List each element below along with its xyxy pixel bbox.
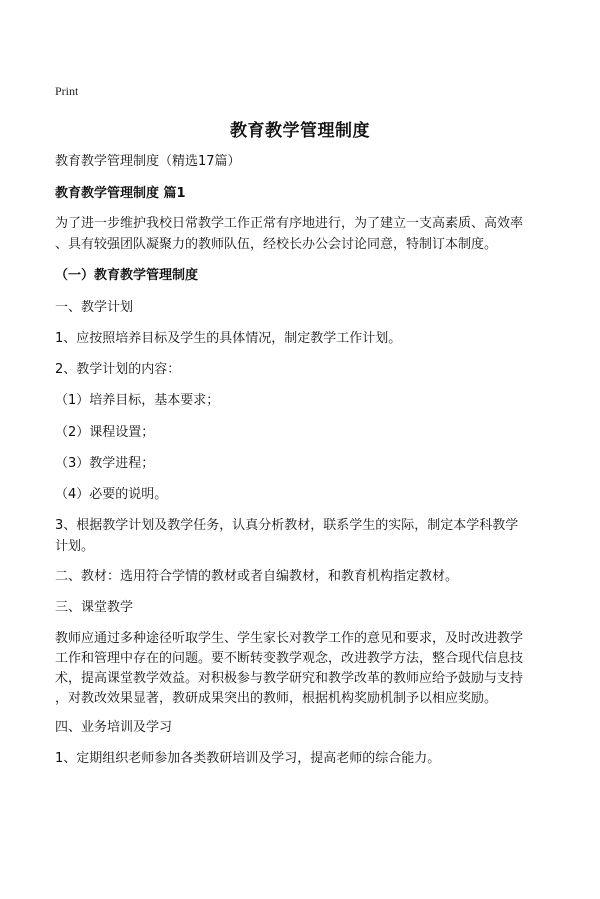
s4-heading: 四、业务培训及学习 — [55, 720, 173, 735]
s1-item-2: 2、教学计划的内容： — [55, 362, 181, 377]
s1-item-3-line-1: 3、根据教学计划及教学任务，认真分析教材，联系学生的实际，制定本学科教学 — [55, 518, 519, 533]
s3-para-line-4: ，对教改效果显著，教研成果突出的教师，根据机构奖励机制予以相应奖励。 — [55, 691, 498, 706]
s1-sub-3: （3）教学进程； — [55, 456, 155, 471]
s3-para-line-3: 术，提高课堂教学效益。对积极参与教学研究和教学改革的教师应给予鼓励与支持 — [55, 671, 524, 686]
s3-para-line-2: 工作和管理中存在的问题。要不断转变教学观念，改进教学方法，整合现代信息技 — [55, 651, 524, 666]
document-subtitle: 教育教学管理制度（精选17篇） — [55, 154, 241, 169]
part1-heading: （一）教育教学管理制度 — [55, 268, 199, 283]
section-heading: 教育教学管理制度 篇1 — [55, 186, 186, 201]
s1-sub-1: （1）培养目标，基本要求； — [55, 393, 220, 408]
s1-item-1: 1、应按照培养目标及学生的具体情况，制定教学工作计划。 — [55, 331, 402, 346]
intro-line-2: 、具有较强团队凝聚力的教师队伍，经校长办公会讨论同意，特制订本制度。 — [55, 237, 498, 252]
s3-para-line-1: 教师应通过多种途径听取学生、学生家长对教学工作的意见和要求，及时改进教学 — [55, 631, 524, 646]
print-label[interactable]: Print — [55, 84, 79, 98]
s1-sub-2: （2）课程设置； — [55, 425, 155, 440]
s1-item-3-line-2: 计划。 — [55, 539, 95, 554]
intro-line-1: 为了进一步维护我校日常教学工作正常有序地进行，为了建立一支高素质、高效率 — [55, 216, 524, 231]
document-title: 教育教学管理制度 — [230, 121, 370, 141]
s4-item-1: 1、定期组织老师参加各类教研培训及学习，提高老师的综合能力。 — [55, 751, 441, 766]
s1-heading: 一、教学计划 — [55, 300, 134, 315]
s1-sub-4: （4）必要的说明。 — [55, 487, 168, 502]
s2-text: 二、教材：选用符合学情的教材或者自编教材，和教育机构指定教材。 — [55, 569, 459, 584]
s3-heading: 三、课堂教学 — [55, 600, 134, 615]
